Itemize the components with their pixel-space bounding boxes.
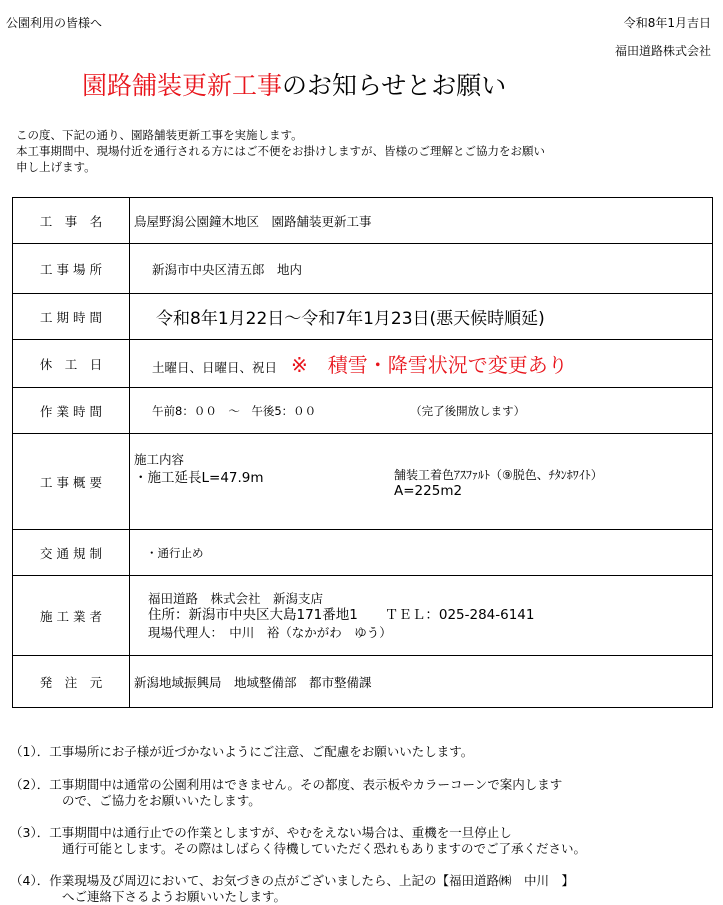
summary-content	[134, 450, 712, 514]
intro-line: この度、下記の通り、園路舗装更新工事を実施します。	[16, 128, 303, 142]
company-name: 福田道路株式会社	[614, 44, 711, 58]
hours-note: （完了後開放します）	[410, 403, 526, 418]
traffic-value: ・通行止め	[146, 545, 204, 560]
summary-label: 工 事 概 要	[13, 434, 130, 530]
table-row-client	[13, 656, 713, 708]
work-info-table	[12, 197, 713, 708]
page-title	[82, 66, 506, 102]
table-row-holidays	[13, 340, 713, 388]
table-row-traffic	[13, 530, 713, 576]
traffic-label: 交 通 規 制	[13, 530, 130, 576]
issue-date: 令和8年1月吉日	[623, 16, 711, 30]
summary-pavement: 舗装工着色ｱｽﾌｧﾙﾄ（⑨脱色、ﾁﾀﾝﾎﾜｲﾄ）	[394, 467, 603, 482]
intro-line: 本工事期間中、現場付近を通行される方にはご不便をお掛けしますが、皆様のご理解とご協力をお願い	[16, 144, 545, 158]
holidays-cell	[130, 340, 713, 388]
intro-text	[16, 127, 545, 175]
note-4	[10, 873, 574, 905]
note-line: （1）．工事場所にお子様が近づかないようにご注意、ご配慮をお願いいたします。	[10, 744, 474, 759]
title-highlight: 園路舗装更新工事	[82, 71, 283, 100]
holidays-label: 休 工 日	[13, 340, 130, 388]
table-row-contractor	[13, 576, 713, 656]
client-label: 発 注 元	[13, 656, 130, 708]
contractor-address: 住所：新潟市中央区大島171番地1 ＴＥＬ：025-284-6141	[148, 607, 535, 623]
title-rest: のお知らせとお願い	[282, 71, 507, 100]
hours-value: 午前8：００ ～ 午後5：００	[152, 403, 317, 418]
summary-cell	[130, 434, 713, 530]
table-row-location	[13, 244, 713, 294]
location-value: 新潟市中央区清五郎 地内	[152, 261, 303, 277]
traffic-cell	[130, 530, 713, 576]
note-line: 通行可能とします。その際はしばらく待機していただく恐れもありますのでご了承ください。	[62, 841, 587, 856]
work-name-label: 工 事 名	[13, 198, 130, 244]
summary-area: A=225m2	[394, 482, 463, 499]
note-3	[10, 825, 586, 857]
table-row-hours	[13, 388, 713, 434]
note-line: （3）．工事期間中は通行止での作業としますが、やむをえない場合は、重機を一旦停止し	[10, 825, 512, 840]
contractor-label: 施 工 業 者	[13, 576, 130, 656]
intro-line: 申し上げます。	[16, 160, 96, 174]
contractor-details	[134, 590, 712, 641]
location-label: 工 事 場 所	[13, 244, 130, 294]
summary-length: ・施工延長L=47.9m	[134, 469, 264, 486]
contractor-agent: 現場代理人： 中川 裕（なかがわ ゆう）	[148, 625, 392, 640]
hours-cell	[130, 388, 713, 434]
contractor-name: 福田道路 株式会社 新潟支店	[148, 591, 324, 606]
table-row-period	[13, 294, 713, 340]
note-line: （4）．作業現場及び周辺において、お気づきの点がございましたら、上記の【福田道路㈱ 中川 】	[10, 873, 574, 888]
table-row-work-name	[13, 198, 713, 244]
location-cell	[130, 244, 713, 294]
note-line: （2）．工事期間中は通常の公園利用はできません。その都度、表示板やカラーコーンで案内します	[10, 777, 563, 792]
note-2	[10, 777, 562, 809]
period-value: 令和8年1月22日～令和7年1月23日(悪天候時順延)	[156, 309, 545, 329]
client-value: 新潟地域振興局 地域整備部 都市整備課	[130, 656, 713, 708]
period-label: 工 期 時 間	[13, 294, 130, 340]
note-1	[10, 744, 473, 760]
period-cell	[130, 294, 713, 340]
hours-label: 作 業 時 間	[13, 388, 130, 434]
contractor-cell	[130, 576, 713, 656]
note-line: へご連絡下さるようお願いいたします。	[62, 889, 287, 904]
note-line: ので、ご協力をお願いいたします。	[62, 793, 261, 808]
table-row-summary	[13, 434, 713, 530]
addressee: 公園利用の皆様へ	[6, 16, 103, 30]
holidays-value: 土曜日、日曜日、祝日	[152, 360, 278, 375]
work-name-value: 鳥屋野潟公園鐘木地区 園路舗装更新工事	[130, 198, 713, 244]
holidays-notice: ※ 積雪・降雪状況で変更あり	[291, 353, 568, 377]
summary-heading: 施工内容	[134, 451, 185, 467]
